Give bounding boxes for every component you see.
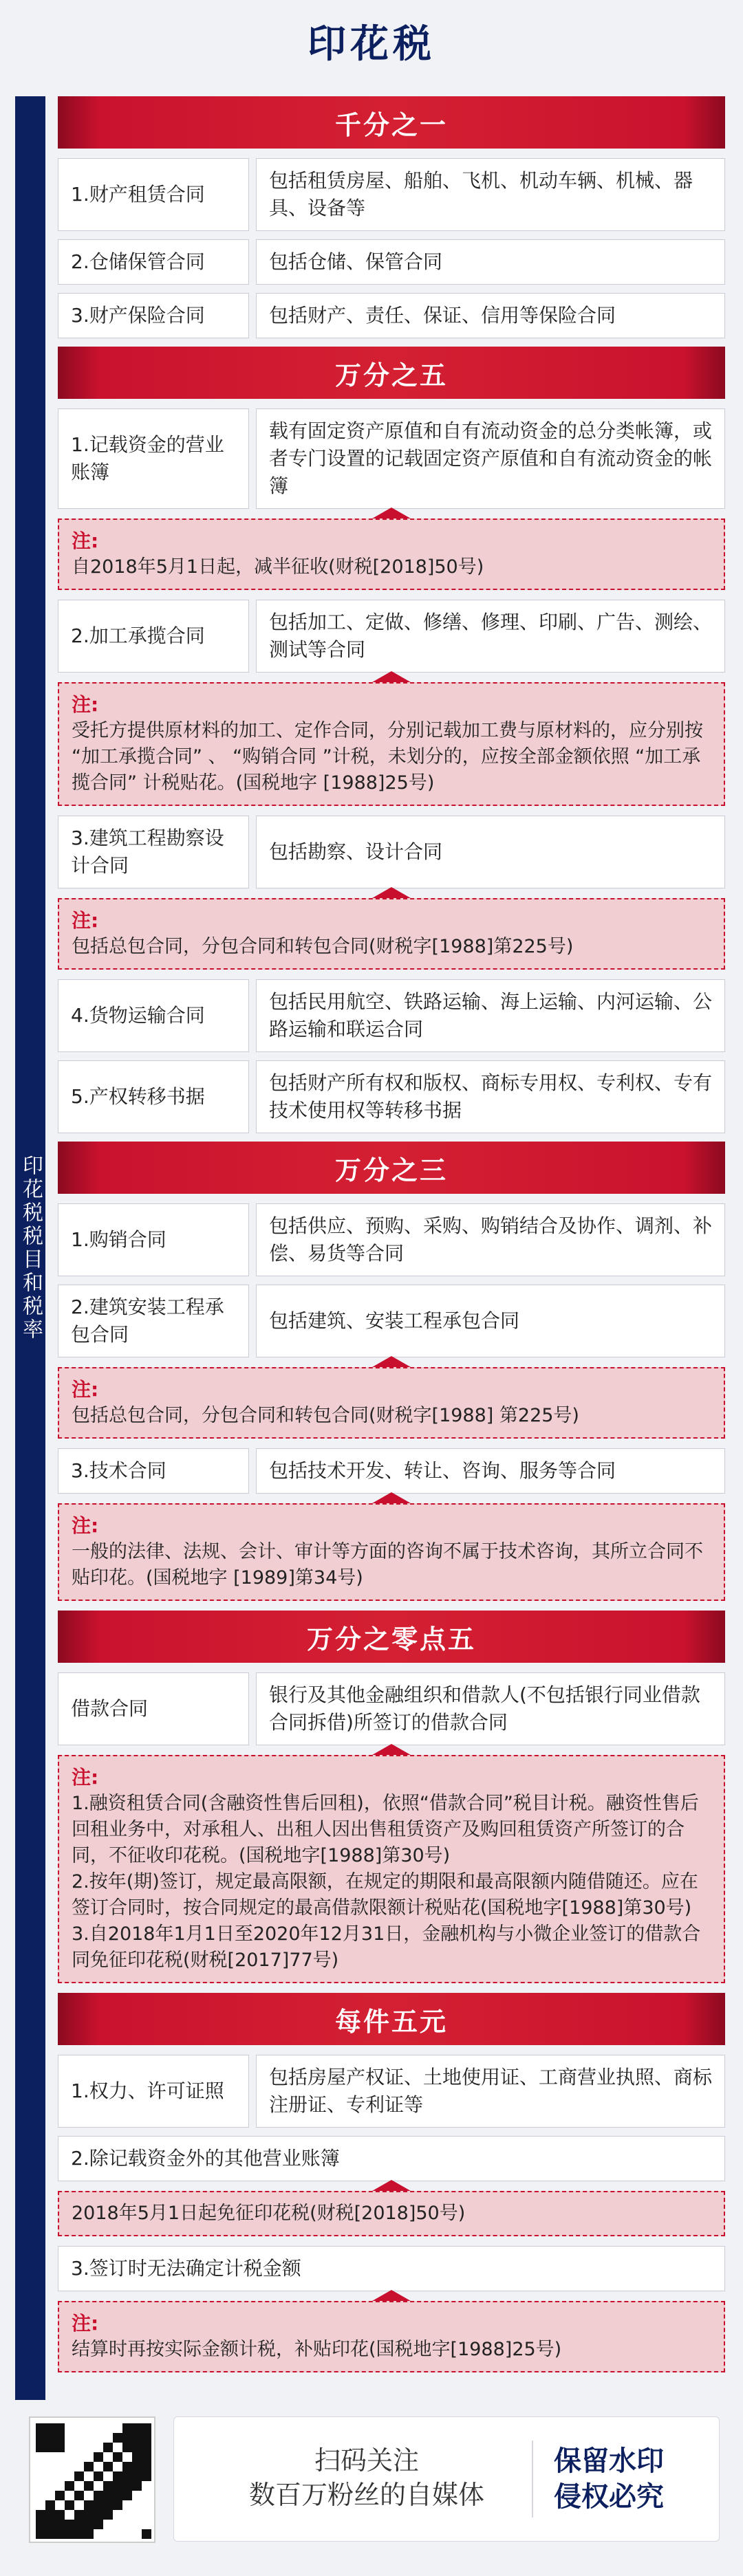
qr-module — [74, 2529, 84, 2539]
tax-item-row — [58, 293, 725, 338]
qr-module — [55, 2520, 65, 2529]
qr-module — [94, 2452, 103, 2462]
qr-module — [36, 2443, 45, 2452]
qr-module — [74, 2491, 84, 2500]
qr-module — [36, 2529, 45, 2539]
rate-section — [58, 1611, 725, 1983]
tax-item-desc: 载有固定资产原值和自有流动资金的总分类帐簿，或者专门设置的记载固定资产原值和自有流动资金的帐簿 — [256, 408, 725, 509]
tax-item-row — [58, 2136, 725, 2181]
rate-header-band — [58, 1611, 725, 1663]
note-box — [58, 682, 725, 806]
qr-module — [122, 2433, 132, 2443]
note-arrow-icon — [372, 2290, 411, 2301]
note-box — [58, 898, 725, 970]
tax-item-row — [58, 239, 725, 285]
tax-item-desc: 包括房屋产权证、土地使用证、工商营业执照、商标注册证、专利证等 — [256, 2055, 725, 2128]
tax-item-desc: 包括供应、预购、采购、购销结合及协作、调剂、补偿、易货等合同 — [256, 1203, 725, 1276]
qr-module — [132, 2443, 142, 2452]
qr-module — [84, 2500, 94, 2510]
note-arrow-icon — [372, 1356, 411, 1367]
footer-copyright — [533, 2443, 685, 2515]
qr-module — [122, 2462, 132, 2471]
footer-right-line2: 侵权必究 — [554, 2481, 664, 2513]
sidebar-label: 印花税税目和税率 — [19, 1155, 43, 1342]
footer-right-line1: 保留水印 — [554, 2445, 664, 2477]
note-text: 一般的法律、法规、会计、审计等方面的咨询不属于技术咨询，其所立合同不贴印花。(国税地字 [1989]第34号) — [72, 1541, 703, 1589]
tax-item-desc: 包括加工、定做、修缮、修理、印刷、广告、测绘、测试等合同 — [256, 600, 725, 673]
qr-module — [113, 2481, 122, 2491]
note-arrow-icon — [372, 2180, 411, 2191]
qr-module — [103, 2462, 113, 2471]
rate-header-band — [58, 1993, 725, 2045]
tax-rate-table — [58, 96, 725, 2382]
note-arrow-icon — [372, 1744, 411, 1755]
qr-module — [94, 2491, 103, 2500]
tax-item-row — [58, 816, 725, 888]
tax-item-name: 1.权力、许可证照 — [58, 2055, 249, 2128]
tax-item-name: 1.购销合同 — [58, 1203, 249, 1276]
qr-module — [113, 2491, 122, 2500]
qr-module — [65, 2529, 74, 2539]
note-label: 注: — [72, 530, 99, 552]
qr-module — [94, 2500, 103, 2510]
note-label: 注: — [72, 1514, 99, 1537]
qr-module — [132, 2423, 142, 2433]
rate-section — [58, 96, 725, 338]
qr-module — [36, 2423, 45, 2433]
tax-item-row — [58, 2246, 725, 2291]
rate-section — [58, 1993, 725, 2372]
qr-module — [45, 2520, 55, 2529]
note-box — [58, 2301, 725, 2372]
note-label: 注: — [72, 693, 99, 716]
tax-item-desc: 包括财产、责任、保证、信用等保险合同 — [256, 293, 725, 338]
rate-header-label: 万分之五 — [334, 360, 448, 391]
qr-module — [84, 2520, 94, 2529]
note-label: 注: — [72, 1378, 99, 1401]
qr-module — [74, 2471, 84, 2481]
qr-module — [142, 2443, 151, 2452]
tax-item-row — [58, 1285, 725, 1357]
qr-module — [122, 2491, 132, 2500]
rate-section — [58, 347, 725, 1133]
note-text: 包括总包合同，分包合同和转包合同(财税字[1988] 第225号) — [72, 1405, 579, 1426]
note-arrow-icon — [372, 887, 411, 898]
qr-module — [55, 2443, 65, 2452]
tax-item-desc: 包括租赁房屋、船舶、飞机、机动车辆、机械、器具、设备等 — [256, 158, 725, 231]
qr-module — [45, 2529, 55, 2539]
note-label: 注: — [72, 909, 99, 932]
footer-scan-text — [236, 2443, 497, 2512]
tax-item-name: 2.仓储保管合同 — [58, 239, 249, 285]
qr-module — [103, 2500, 113, 2510]
tax-item-name: 3.签订时无法确定计税金额 — [58, 2246, 725, 2291]
note-box — [58, 519, 725, 590]
qr-module — [103, 2443, 113, 2452]
rate-header-label: 千分之一 — [334, 109, 448, 140]
tax-item-desc: 包括技术开发、转让、咨询、服务等合同 — [256, 1448, 725, 1494]
rate-section — [58, 1142, 725, 1601]
note-box — [58, 1367, 725, 1439]
note-text: 1.融资租赁合同(含融资性售后回租)，依照“借款合同”税目计税。融资性售后回租业务中，对承租人、出租人因出售租赁资产及购回租赁资产所签订的合同，不征收印花税。(国税地字[1988]第30号) 2.按年(期)签订，规定最高限额，在规定的期限和最高限额内随借随还。应在签订合同时，按合同规定的最高借款限额计税贴花(国税地字[1988]第30号) 3.自2018年1月1日至2020年12月31日，金融机构与小微企业签订的借款合同免征印花税(财税[2017]77号) — [72, 1793, 701, 1971]
tax-item-desc: 包括建筑、安装工程承包合同 — [256, 1285, 725, 1357]
qr-module — [45, 2423, 55, 2433]
note-arrow-icon — [372, 507, 411, 519]
qr-module — [74, 2510, 84, 2520]
qr-module — [142, 2529, 151, 2539]
note-text: 自2018年5月1日起，减半征收(财税[2018]50号) — [72, 556, 484, 578]
qr-module — [84, 2481, 94, 2491]
qr-module — [55, 2529, 65, 2539]
rate-header-band — [58, 347, 725, 399]
qr-module — [45, 2510, 55, 2520]
qr-module — [142, 2423, 151, 2433]
qr-module — [132, 2433, 142, 2443]
qr-module — [113, 2471, 122, 2481]
qr-module — [122, 2471, 132, 2481]
qr-module — [132, 2452, 142, 2462]
qr-module — [122, 2443, 132, 2452]
qr-module — [65, 2500, 74, 2510]
qr-module — [94, 2471, 103, 2481]
tax-item-row — [58, 1060, 725, 1133]
tax-item-row — [58, 1672, 725, 1745]
qr-module — [122, 2481, 132, 2491]
qr-module — [103, 2481, 113, 2491]
qr-module — [65, 2481, 74, 2491]
note-box — [58, 2191, 725, 2236]
footer-box — [173, 2416, 720, 2542]
qr-module — [113, 2452, 122, 2462]
qr-module — [55, 2433, 65, 2443]
tax-item-name: 3.建筑工程勘察设计合同 — [58, 816, 249, 888]
qr-module — [94, 2510, 103, 2520]
rate-header-band — [58, 1142, 725, 1194]
tax-item-row — [58, 1203, 725, 1276]
qr-module — [113, 2500, 122, 2510]
qr-module — [142, 2452, 151, 2462]
tax-item-desc: 银行及其他金融组织和借款人(不包括银行同业借款合同拆借)所签订的借款合同 — [256, 1672, 725, 1745]
note-label: 注: — [72, 1766, 99, 1789]
qr-module — [36, 2520, 45, 2529]
qr-module — [142, 2433, 151, 2443]
footer — [15, 2407, 728, 2558]
note-text: 结算时再按实际金额计税，补贴印花(国税地字[1988]25号) — [72, 2339, 562, 2360]
note-arrow-icon — [372, 671, 411, 682]
rate-header-label: 万分之零点五 — [306, 1624, 476, 1655]
qr-module — [55, 2423, 65, 2433]
qr-module — [84, 2529, 94, 2539]
note-text: 包括总包合同，分包合同和转包合同(财税字[1988]第225号) — [72, 936, 574, 957]
qr-module — [103, 2510, 113, 2520]
note-text: 2018年5月1日起免征印花税(财税[2018]50号) — [72, 2203, 466, 2224]
tax-item-name: 借款合同 — [58, 1672, 249, 1745]
tax-item-name: 2.建筑安装工程承包合同 — [58, 1285, 249, 1357]
qr-module — [65, 2520, 74, 2529]
tax-item-desc: 包括财产所有权和版权、商标专用权、专利权、专有技术使用权等转移书据 — [256, 1060, 725, 1133]
footer-scan-line1: 扫码关注 — [314, 2445, 419, 2476]
qr-module — [84, 2462, 94, 2471]
tax-item-name: 1.财产租赁合同 — [58, 158, 249, 231]
rate-header-label: 万分之三 — [334, 1155, 448, 1186]
qr-module — [55, 2510, 65, 2520]
qr-module — [132, 2471, 142, 2481]
qr-module — [132, 2462, 142, 2471]
qr-module — [142, 2471, 151, 2481]
qr-module — [142, 2462, 151, 2471]
qr-module — [94, 2520, 103, 2529]
tax-item-desc: 包括民用航空、铁路运输、海上运输、内河运输、公路运输和联运合同 — [256, 979, 725, 1052]
qr-module — [84, 2510, 94, 2520]
tax-item-name: 1.记载资金的营业账簿 — [58, 408, 249, 509]
tax-item-name: 2.加工承揽合同 — [58, 600, 249, 673]
tax-item-name: 4.货物运输合同 — [58, 979, 249, 1052]
tax-item-row — [58, 979, 725, 1052]
tax-item-row — [58, 158, 725, 231]
qr-module — [103, 2491, 113, 2500]
sidebar-label-wrap — [15, 96, 45, 2400]
note-label: 注: — [72, 2312, 99, 2335]
qr-module — [113, 2433, 122, 2443]
tax-item-row — [58, 600, 725, 673]
tax-item-row — [58, 2055, 725, 2128]
qr-module — [45, 2500, 55, 2510]
tax-item-desc: 包括仓储、保管合同 — [256, 239, 725, 285]
qr-module — [36, 2433, 45, 2443]
page-title: 印花税 — [308, 22, 435, 67]
qr-module — [122, 2423, 132, 2433]
tax-item-name: 3.技术合同 — [58, 1448, 249, 1494]
rate-header-band — [58, 96, 725, 149]
note-box — [58, 1503, 725, 1601]
qr-module — [45, 2443, 55, 2452]
qr-module — [45, 2433, 55, 2443]
qr-module — [55, 2491, 65, 2500]
footer-scan-line2: 数百万粉丝的自媒体 — [248, 2480, 484, 2510]
tax-item-desc: 包括勘察、设计合同 — [256, 816, 725, 888]
qr-code — [29, 2416, 155, 2543]
tax-item-row — [58, 1448, 725, 1494]
tax-item-name: 5.产权转移书据 — [58, 1060, 249, 1133]
qr-module — [132, 2481, 142, 2491]
qr-module — [36, 2510, 45, 2520]
note-arrow-icon — [372, 1492, 411, 1503]
qr-module — [74, 2520, 84, 2529]
rate-header-label: 每件五元 — [334, 2006, 448, 2037]
note-text: 受托方提供原材料的加工、定作合同，分别记载加工费与原材料的，应分别按 “加工承揽合同” 、 “购销合同 ”计税，未划分的，应按全部金额依照 “加工承揽合同” 计税贴花。(国税地字 [1988]25号) — [72, 720, 703, 794]
tax-item-row — [58, 408, 725, 509]
tax-item-name: 3.财产保险合同 — [58, 293, 249, 338]
tax-item-name: 2.除记载资金外的其他营业账簿 — [58, 2136, 725, 2181]
note-box — [58, 1755, 725, 1983]
